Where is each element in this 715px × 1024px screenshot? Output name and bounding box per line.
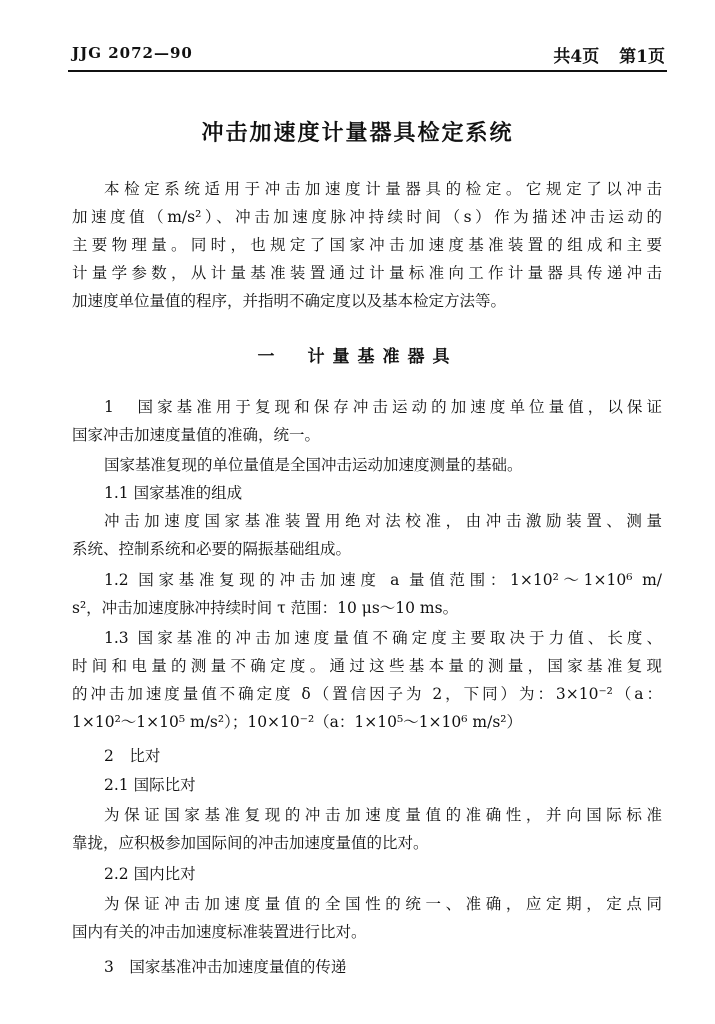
paragraph-1b: 国家基准复现的单位量值是全国冲击运动加速度测量的基础。 bbox=[104, 456, 523, 474]
header-rule bbox=[68, 70, 667, 72]
text-line: 本检定系统适用于冲击加速度计量器具的检定。它规定了以冲击 bbox=[104, 180, 662, 198]
section-heading: 一 计量基准器具 bbox=[257, 347, 458, 367]
paragraph-1 bbox=[72, 393, 662, 449]
text-line: 国家冲击加速度量值的准确，统一。 bbox=[72, 426, 321, 444]
text-line: 1×10²～1×10⁵ m/s²）；10×10⁻²（a：1×10⁵～1×10⁶ m/s²） bbox=[72, 713, 522, 731]
text-line: 靠拢，应积极参加国际间的冲击加速度量值的比对。 bbox=[72, 834, 429, 852]
standard-code: JJG 2072—90 bbox=[72, 44, 193, 62]
text-line: 冲击加速度国家基准装置用绝对法校准，由冲击激励装置、测量 bbox=[104, 512, 662, 530]
paragraph-2-1 bbox=[72, 801, 662, 857]
paragraph-1-2 bbox=[72, 566, 662, 622]
heading-2-1: 2.1 国际比对 bbox=[104, 776, 196, 794]
heading-3: 3 国家基准冲击加速度量值的传递 bbox=[104, 958, 347, 976]
text-line: 系统、控制系统和必要的隔振基础组成。 bbox=[72, 540, 352, 558]
intro-paragraph bbox=[72, 175, 662, 315]
heading-1-1: 1.1 国家基准的组成 bbox=[104, 484, 243, 502]
text-line: 主要物理量。同时，也规定了国家冲击加速度基准装置的组成和主要 bbox=[72, 236, 662, 254]
text-line: 国内有关的冲击加速度标准装置进行比对。 bbox=[72, 923, 367, 941]
text-line: 1 国家基准用于复现和保存冲击运动的加速度单位量值，以保证 bbox=[104, 398, 662, 416]
paragraph-1-1 bbox=[72, 507, 662, 563]
text-line: s²，冲击加速度脉冲持续时间 τ 范围：10 μs～10 ms。 bbox=[72, 599, 459, 617]
text-line: 为保证国家基准复现的冲击加速度量值的准确性，并向国际标准 bbox=[104, 806, 662, 824]
total-pages: 共4页 bbox=[553, 47, 600, 67]
text-line: 为保证冲击加速度量值的全国性的统一、准确，应定期，定点同 bbox=[104, 895, 662, 913]
paragraph-1-3 bbox=[72, 624, 662, 736]
text-line: 时间和电量的测量不确定度。通过这些基本量的测量，国家基准复现 bbox=[72, 657, 662, 675]
paragraph-2-2 bbox=[72, 890, 662, 946]
page-number: 第1页 bbox=[619, 47, 665, 67]
text-line: 1.3 国家基准的冲击加速度量值不确定度主要取决于力值、长度、 bbox=[104, 629, 662, 647]
document-title: 冲击加速度计量器具检定系统 bbox=[201, 120, 514, 146]
text-line: 计量学参数，从计量基准装置通过计量标准向工作计量器具传递冲击 bbox=[72, 264, 662, 282]
text-line: 1.2 国家基准复现的冲击加速度 a 量值范围：1×10²～1×10⁶ m/ bbox=[104, 571, 662, 589]
heading-2: 2 比对 bbox=[104, 747, 161, 765]
heading-2-2: 2.2 国内比对 bbox=[104, 865, 196, 883]
page-count bbox=[539, 42, 665, 67]
text-line: 加速度值（m/s²）、冲击加速度脉冲持续时间（s）作为描述冲击运动的 bbox=[72, 208, 662, 226]
text-line: 加速度单位量值的程序，并指明不确定度以及基本检定方法等。 bbox=[72, 292, 507, 310]
page-header bbox=[72, 38, 665, 70]
text-line: 的冲击加速度量值不确定度 δ（置信因子为 2，下同）为：3×10⁻²（a： bbox=[72, 685, 662, 703]
